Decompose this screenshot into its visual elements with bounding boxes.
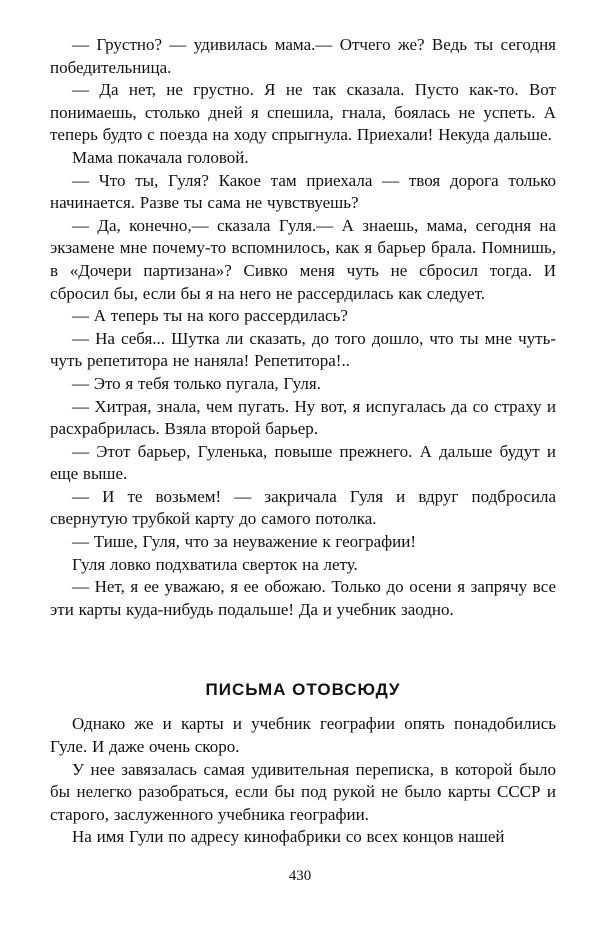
paragraph: — Да нет, не грустно. Я не так сказала. Пусто как-то. Вот понимаешь, столько дней я спешила, гнала, боялась не успеть. А теперь будто с поезда на ходу спрыгнула. Приехали! Некуда дальше. — [50, 80, 556, 145]
dialogue-section — [50, 34, 556, 621]
paragraph: — Тише, Гуля, что за неуважение к географии! — [72, 532, 417, 552]
paragraph: — Да, конечно,— сказала Гуля.— А знаешь, мама, сегодня на экзамене мне почему-то вспомнилось, как я барьер брала. Помнишь, в «Дочери партизана»? Сивко меня чуть не сбросил тогда. И сбросил бы, если бы я на него не рассердилась как следует. — [50, 215, 556, 303]
paragraph: — А теперь ты на кого рассердилась? — [72, 306, 348, 326]
paragraph: — На себя... Шутка ли сказать, до того дошло, что ты мне чуть-чуть репетитора не наняла! Репетитора!.. — [50, 328, 556, 371]
paragraph: — Грустно? — удивилась мама.— Отчего же? Ведь ты сегодня победительница. — [50, 35, 556, 77]
book-page — [50, 34, 556, 849]
paragraph: Однако же и карты и учебник географии опять понадобились Гуле. И даже очень скоро. — [50, 714, 556, 757]
paragraph: Мама покачала головой. — [72, 147, 249, 167]
chapter-title: ПИСЬМА ОТОВСЮДУ — [205, 680, 401, 700]
paragraph: — Это я тебя только пугала, Гуля. — [72, 373, 321, 393]
paragraph: — Хитрая, знала, чем пугать. Ну вот, я испугалась да со страху и расхрабрилась. Взяла второй барьер. — [50, 396, 556, 439]
page-number: 430 — [288, 868, 312, 884]
paragraph: У нее завязалась самая удивительная переписка, в которой было бы нелегко разобраться, если бы под рукой не было карты СССР и старого, заслуженного учебника географии. — [50, 759, 556, 824]
paragraph: — Нет, я ее уважаю, я ее обожаю. Только до осени я запрячу все эти карты куда-нибудь подальше! Да и учебник заодно. — [50, 577, 556, 619]
paragraph: — Что ты, Гуля? Какое там приехала — твоя дорога только начинается. Разве ты сама не чувствуешь? — [50, 170, 556, 213]
paragraph: Гуля ловко подхватила сверток на лету. — [72, 554, 358, 574]
paragraph: — И те возьмем! — закричала Гуля и вдруг подбросила свернутую трубкой карту до самого потолка. — [50, 486, 556, 529]
section-break — [50, 621, 556, 679]
paragraph: — Этот барьер, Гуленька, повыше прежнего. А дальше будут и еще выше. — [50, 441, 556, 484]
chapter-section — [50, 679, 556, 849]
paragraph: На имя Гули по адресу кинофабрики со всех концов нашей — [72, 827, 505, 847]
